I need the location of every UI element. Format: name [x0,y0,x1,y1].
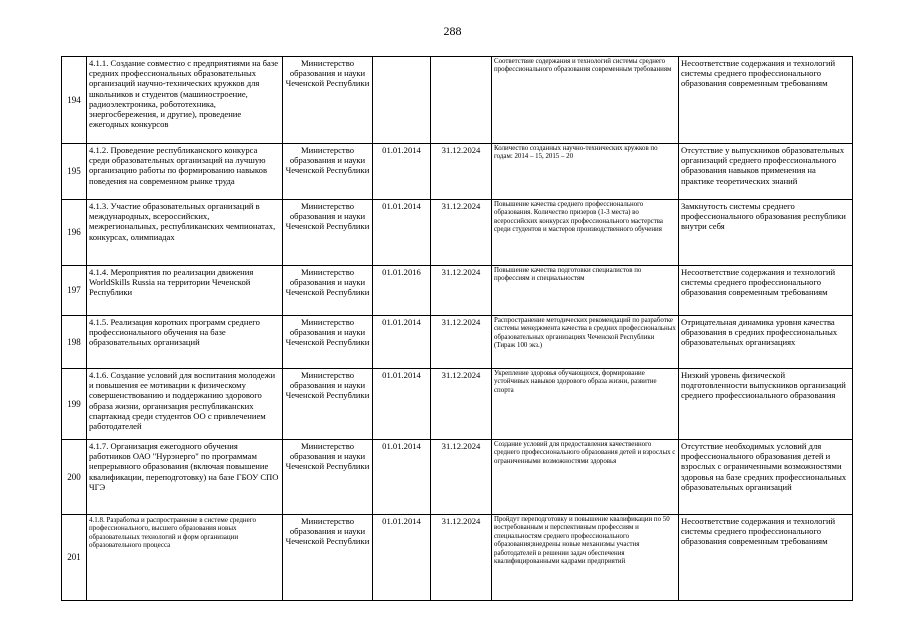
result-cell: Соответствие содержания и технологий системы среднего профессионального образования современным требованиям [492,57,679,144]
end-date-cell: 31.12.2024 [431,316,492,369]
start-date-cell: 01.01.2016 [373,266,431,316]
organization-cell: Министерство образования и науки Чеченской Республики [283,266,373,316]
result-cell: Укрепление здоровья обучающихся, формирование устойчивых навыков здорового образа жизни, развитие спорта [492,369,679,440]
start-date-cell: 01.01.2014 [373,200,431,266]
table-row [62,144,853,200]
risk-cell: Низкий уровень физической подготовленности выпускников организаций среднего профессионального образования [679,369,853,440]
row-number: 196 [62,200,87,266]
result-cell: Создание условий для предоставления качественного среднего профессионального образования детей и взрослых с ограниченными возможностями здоровья [492,440,679,515]
result-cell: Пройдут переподготовку и повышение квалификации по 50 востребованным и перспективным профессиям и специальностям среднего профессионального образования;внедрены новые механизмы участия работодателей в решении задач обеспечения квалифицированными кадрами предприятий [492,515,679,601]
row-number: 198 [62,316,87,369]
risk-cell: Отсутствие у выпускников образовательных организаций среднего профессионального образования навыков применения на практике теоретических знаний [679,144,853,200]
activity-cell: 4.1.8. Разработка и распространение в системе среднего профессионального, высшего образования новых образовательных технологий и форм организации образовательного процесса [87,515,283,601]
row-number: 199 [62,369,87,440]
risk-cell: Отсутствие необходимых условий для профессионального образования детей и взрослых с ограниченными возможностями здоровья на базе средних профессиональных образовательных организаций [679,440,853,515]
organization-cell: Министерство образования и науки Чеченской Республики [283,200,373,266]
start-date-cell: 01.01.2014 [373,440,431,515]
start-date-cell: 01.01.2014 [373,144,431,200]
organization-cell: Министерство образования и науки Чеченской Республики [283,515,373,601]
table-row [62,316,853,369]
row-number: 200 [62,440,87,515]
activity-cell: 4.1.7. Организация ежегодного обучения работников ОАО "Нурэнерго" по программам непрерывного образования (включая повышение квалификации, переподготовку) на базе ГБОУ СПО ЧГЭ [87,440,283,515]
risk-cell: Отрицательная динамика уровня качества образования в средних профессиональных образовательных организациях [679,316,853,369]
start-date-cell: 01.01.2014 [373,515,431,601]
table-row [62,200,853,266]
table-row [62,266,853,316]
end-date-cell [431,57,492,144]
measures-table [61,56,853,601]
risk-cell: Замкнутость системы среднего профессионального образования республики внутри себя [679,200,853,266]
row-number: 197 [62,266,87,316]
start-date-cell [373,57,431,144]
risk-cell: Несоответствие содержания и технологий системы среднего профессионального образования современным требованиям [679,266,853,316]
organization-cell: Министерство образования и науки Чеченской Республики [283,57,373,144]
row-number: 195 [62,144,87,200]
activity-cell: 4.1.6. Создание условий для воспитания молодежи и повышения ее мотивации к физическому совершенствованию и поддержанию здорового образа жизни, организация республиканских спартакиад среди студентов ОО с привлечением работодателей [87,369,283,440]
activity-cell: 4.1.1. Создание совместно с предприятиями на базе средних профессиональных образовательных организаций научно-технических кружков для школьников и студентов (машиностроение, радиоэлектроника, робототехника, энергосбережения, и другие), проведение ежегодных конкурсов [87,57,283,144]
table-row [62,440,853,515]
organization-cell: Министерство образования и науки Чеченской Республики [283,369,373,440]
end-date-cell: 31.12.2024 [431,200,492,266]
table-row [62,369,853,440]
table-row [62,515,853,601]
result-cell: Повышение качества подготовки специалистов по профессиям и специальностям [492,266,679,316]
activity-cell: 4.1.3. Участие образовательных организаций в международных, всероссийских, межрегиональных, республиканских чемпионатах, конкурсах, олимпиадах [87,200,283,266]
start-date-cell: 01.01.2014 [373,316,431,369]
activity-cell: 4.1.2. Проведение республиканского конкурса среди образовательных организаций на лучшую организацию работы по формированию навыков поведения на современном рынке труда [87,144,283,200]
result-cell: Повышение качества среднего профессионального образования. Количество призеров (1-3 места) во всероссийских конкурсах профессионального мастерства среди студентов и мастеров производственного обучения [492,200,679,266]
risk-cell: Несоответствие содержания и технологий системы среднего профессионального образования современным требованиям [679,57,853,144]
risk-cell: Несоответствие содержания и технологий системы среднего профессионального образования современным требованиям [679,515,853,601]
end-date-cell: 31.12.2024 [431,369,492,440]
page-number: 288 [443,24,462,38]
result-cell: Распространение методических рекомендаций по разработке системы менеджмента качества в средних профессиональных образовательных организациях Чеченской Республики (Тираж 100 экз.) [492,316,679,369]
table-row [62,57,853,144]
end-date-cell: 31.12.2024 [431,440,492,515]
result-cell: Количество созданных научно-технических кружков по годам: 2014 – 15, 2015 – 20 [492,144,679,200]
start-date-cell: 01.01.2014 [373,369,431,440]
end-date-cell: 31.12.2024 [431,266,492,316]
row-number: 194 [62,57,87,144]
organization-cell: Министерство образования и науки Чеченской Республики [283,144,373,200]
organization-cell: Министерство образования и науки Чеченской Республики [283,316,373,369]
end-date-cell: 31.12.2024 [431,144,492,200]
activity-cell: 4.1.4. Мероприятия по реализации движения WorldSkills Russia на территории Чеченской Республики [87,266,283,316]
end-date-cell: 31.12.2024 [431,515,492,601]
row-number: 201 [62,515,87,601]
activity-cell: 4.1.5. Реализация коротких программ среднего профессионального обучения на базе образовательных организаций [87,316,283,369]
organization-cell: Министерство образования и науки Чеченской Республики [283,440,373,515]
